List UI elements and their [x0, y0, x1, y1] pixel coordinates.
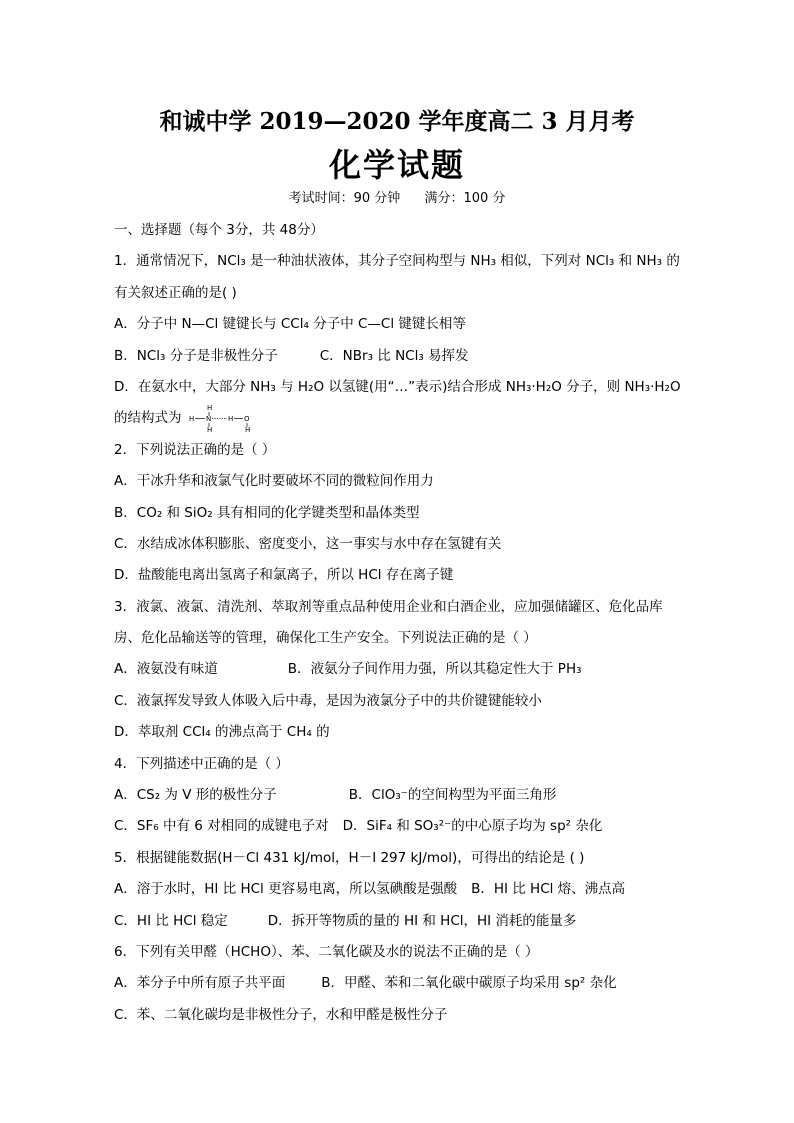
question-1-stem-cont: 有关叙述正确的是( ) — [114, 284, 237, 301]
question-6-option-c: C．苯、二氧化碳均是非极性分子，水和甲醛是极性分子 — [114, 1006, 448, 1023]
question-5-option-a: A．溶于水时，HI 比 HCl 更容易电离，所以氢碘酸是强酸 — [114, 881, 458, 898]
structure-h-bottom: H — [206, 426, 212, 435]
question-2-option-a: A．干冰升华和液氯气化时要破坏不同的微粒间作用力 — [114, 473, 434, 490]
question-3-option-a: A．液氨没有味道 — [114, 661, 218, 678]
question-body — [114, 215, 684, 1031]
exam-title: 和诚中学 2019—2020 学年度高二 3 月月考 — [159, 108, 635, 135]
question-4-stem: 4．下列描述中正确的是（ ） — [114, 755, 289, 772]
structure-h-mid: H — [227, 415, 233, 424]
question-3-stem-cont: 房、危化品输送等的管理，确保化工生产安全。下列说法正确的是（ ） — [114, 630, 537, 647]
question-5-option-d: D．拆开等物质的量的 HI 和 HCl，HI 消耗的能量多 — [267, 912, 577, 929]
question-1-option-d-cont — [114, 403, 684, 434]
structure-h-o: H — [244, 426, 250, 435]
structure-n: N — [205, 415, 211, 424]
question-3-option-d: D．萃取剂 CCl₄ 的沸点高于 CH₄ 的 — [114, 724, 330, 741]
structure-label: 的结构式为 — [114, 410, 182, 427]
question-3-options-ab — [114, 654, 684, 685]
question-3-option-c: C．液氯挥发导致人体吸入后中毒，是因为液氯分子中的共价键键能较小 — [114, 692, 542, 709]
exam-subject: 化学试题 — [328, 146, 465, 184]
question-4-option-a: A．CS₂ 为 V 形的极性分子 — [114, 787, 277, 804]
question-3-option-b: B．液氨分子间作用力强，所以其稳定性大于 PH₃ — [287, 661, 582, 678]
question-2-option-d: D．盐酸能电离出氢离子和氯离子，所以 HCl 存在离子键 — [114, 567, 454, 584]
question-5-options-ab — [114, 874, 684, 905]
section-heading: 一、选择题（每个 3分，共 48分） — [114, 222, 324, 238]
question-4-option-d: D．SiF₄ 和 SO₃²⁻的中心原子均为 sp² 杂化 — [342, 818, 603, 835]
exam-time: 考试时间：90 分钟 — [288, 191, 401, 206]
question-1-stem: 1．通常情况下，NCl₃ 是一种油状液体，其分子空间构型与 NH₃ 相似，下列对 NCl₃ 和 NH₃ 的 — [114, 253, 680, 270]
question-6-options-ab — [114, 968, 684, 999]
question-6-option-b: B．甲醛、苯和二氧化碳中碳原子均采用 sp² 杂化 — [321, 975, 617, 992]
question-5-stem: 5．根据键能数据(H－Cl 431 kJ/mol，H－I 297 kJ/mol)，可得出的结论是 ( ) — [114, 849, 585, 866]
question-1-options-bc — [114, 341, 684, 372]
question-3-stem: 3．液氯、液氯、清洗剂、萃取剂等重点品种使用企业和白酒企业，应加强储罐区、危化品库 — [114, 598, 663, 615]
question-6-option-a: A．苯分子中所有原子共平面 — [114, 975, 286, 992]
question-2-option-c: C．水结成冰体积膨胀、密度变小，这一事实与水中存在氢键有关 — [114, 535, 502, 552]
question-1-option-c: C．NBr₃ 比 NCl₃ 易挥发 — [319, 347, 469, 364]
exam-info — [0, 187, 794, 206]
question-2-option-b: B．CO₂ 和 SiO₂ 具有相同的化学键类型和晶体类型 — [114, 504, 420, 521]
question-1-option-a: A．分子中 N—Cl 键键长与 CCl₄ 分子中 C—Cl 键键长相等 — [114, 316, 466, 333]
structure-h-left: H — [188, 415, 194, 424]
question-1-option-b: B．NCl₃ 分子是非极性分子 — [114, 347, 278, 364]
structure-o: O — [243, 415, 250, 424]
question-6-stem: 6．下列有关甲醛（HCHO）、苯、二氧化碳及水的说法不正确的是（ ） — [114, 943, 539, 960]
question-4-options-ab — [114, 780, 684, 811]
question-5-option-b: B．HI 比 HCl 熔、沸点高 — [471, 881, 626, 898]
question-1-option-d: D．在氨水中，大部分 NH₃ 与 H₂O 以氢键(用“…”表示)结合形成 NH₃·H₂O 分子，则 NH₃·H₂O — [114, 378, 681, 395]
question-4-options-cd — [114, 811, 684, 842]
question-4-option-b: B．ClO₃⁻的空间构型为平面三角形 — [348, 787, 557, 804]
question-5-options-cd — [114, 906, 684, 937]
question-2-stem: 2．下列说法正确的是（ ） — [114, 441, 276, 458]
question-5-option-c: C．HI 比 HCl 稳定 — [114, 912, 228, 929]
full-score: 满分：100 分 — [424, 191, 506, 206]
question-4-option-c: C．SF₆ 中有 6 对相同的成键电子对 — [114, 818, 329, 835]
structure-h-top: H — [206, 404, 212, 413]
nh3-h2o-structure — [188, 404, 254, 434]
